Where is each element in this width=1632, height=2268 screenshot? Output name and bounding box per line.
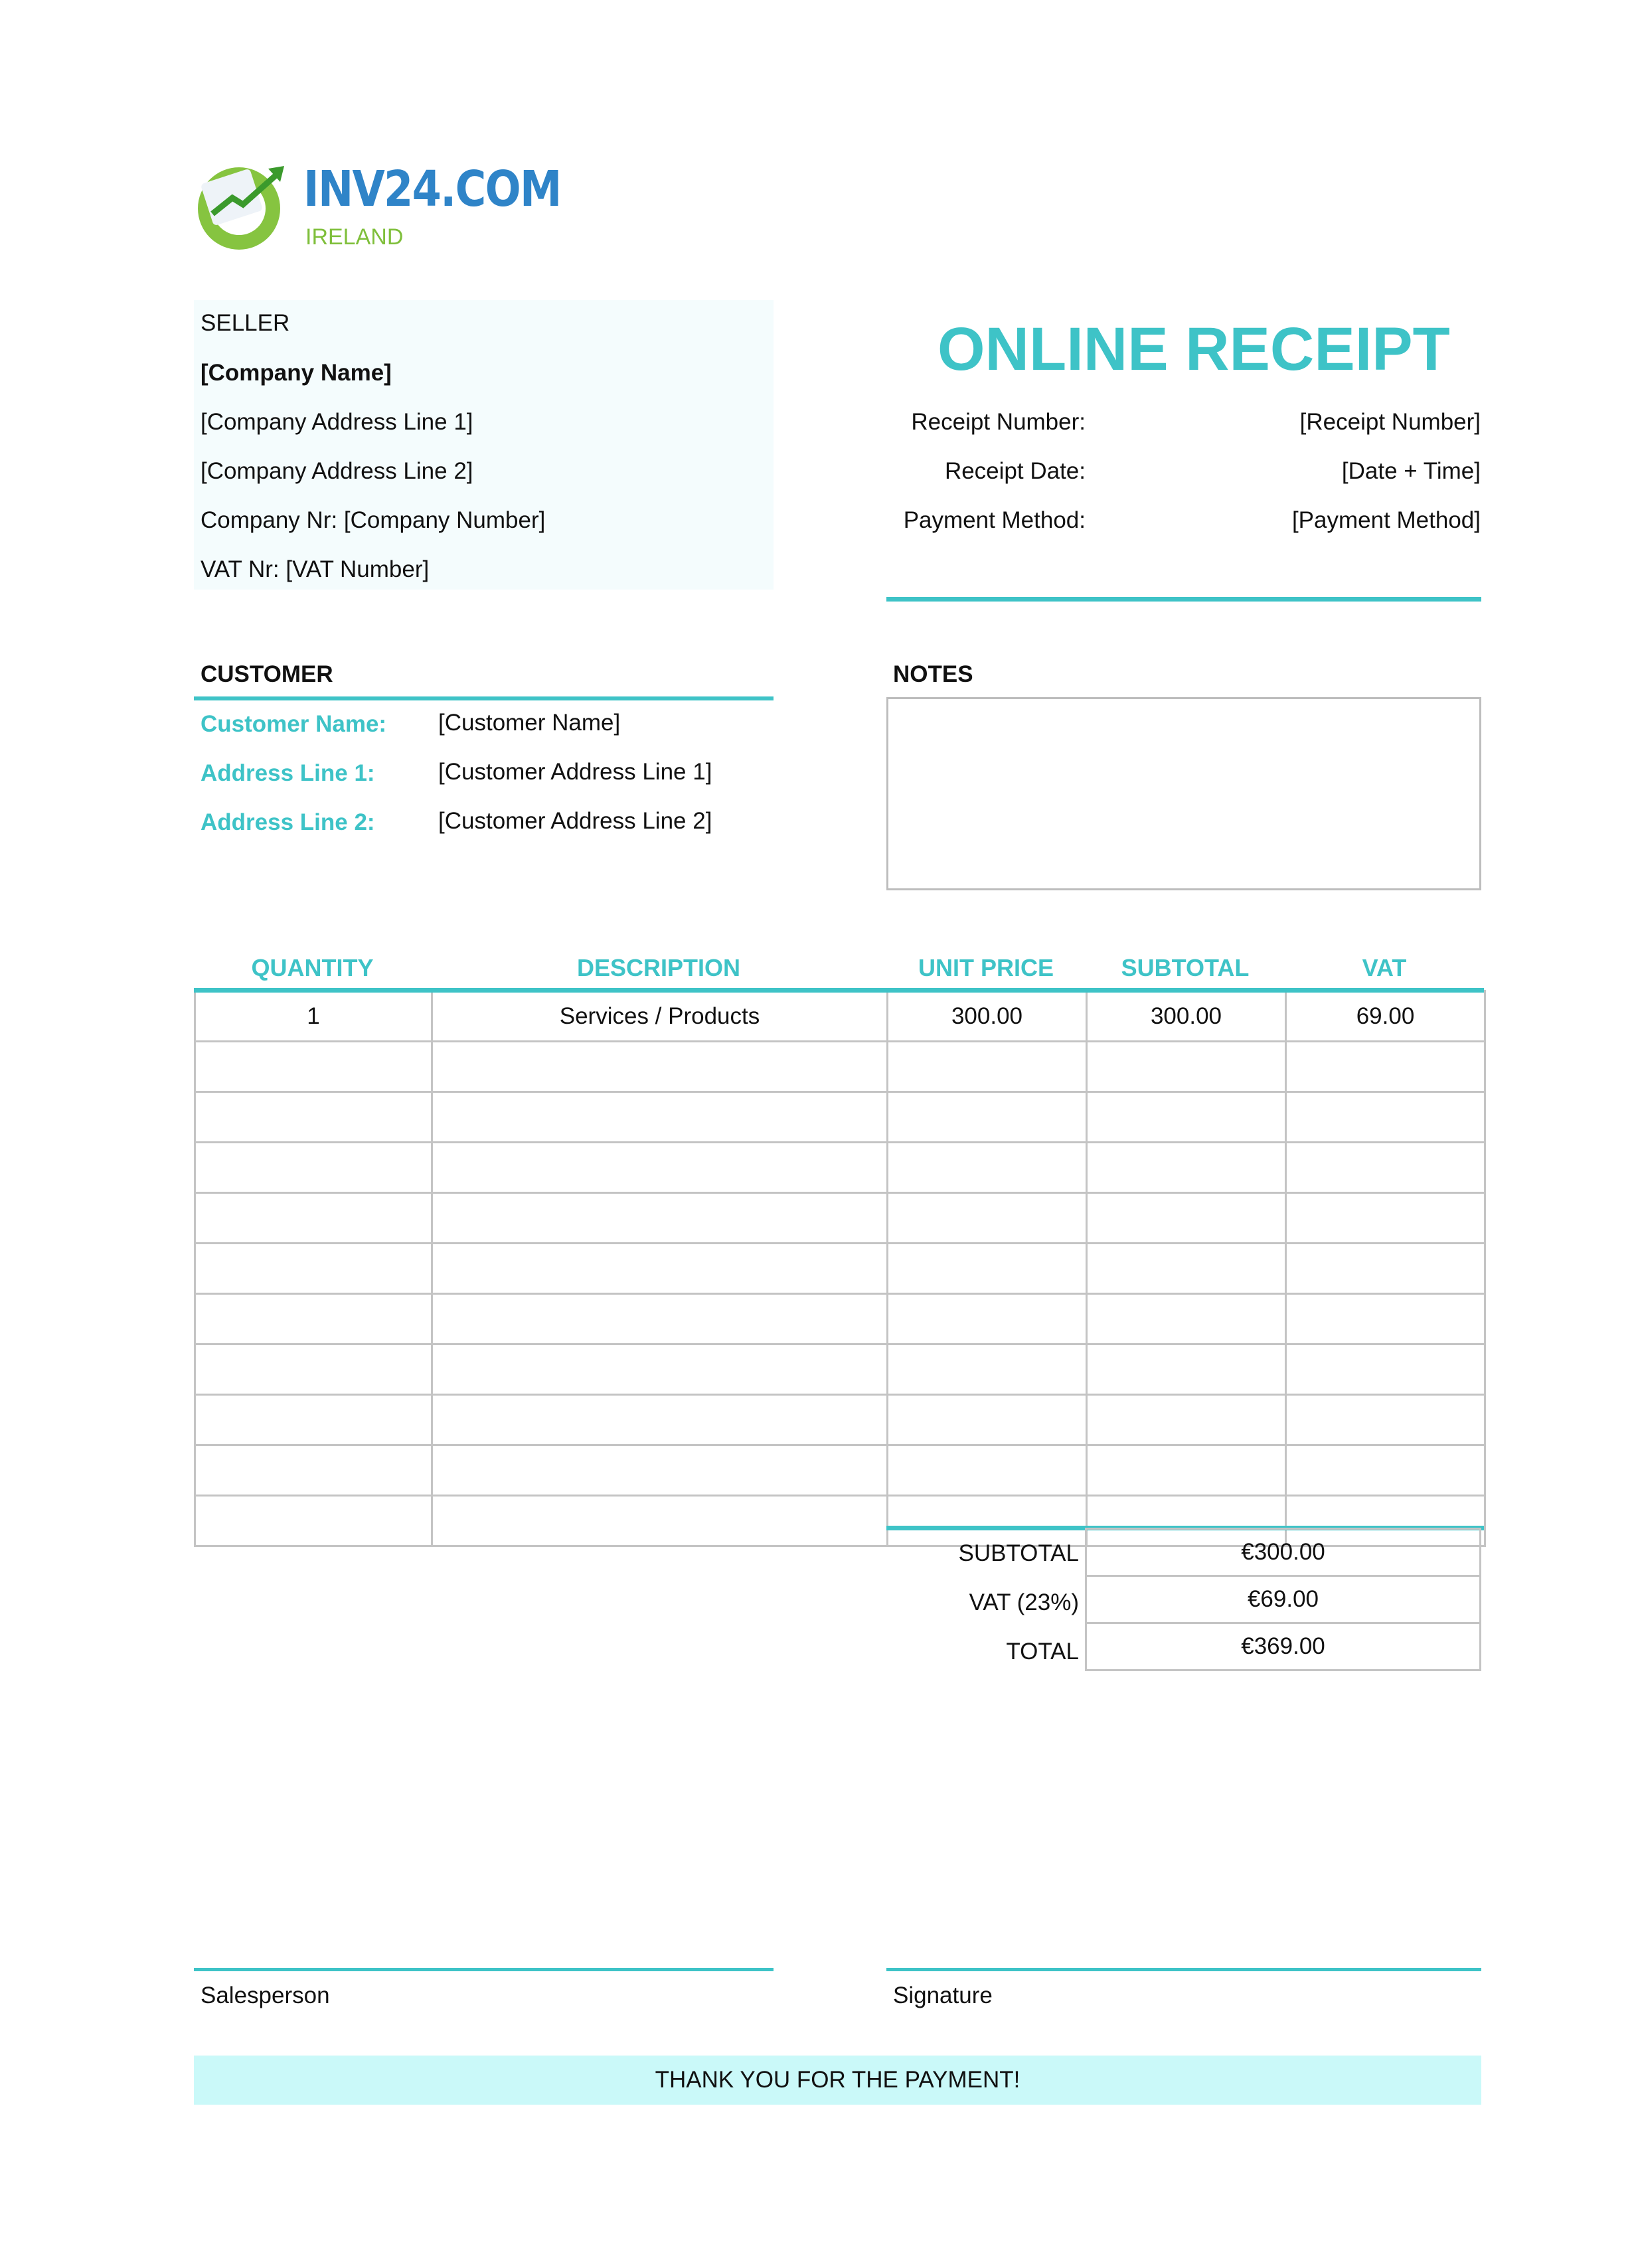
table-row [195,991,1485,1042]
cell-unit-price[interactable] [888,1395,1087,1445]
company-logo [194,154,561,260]
cell-vat[interactable] [1286,1344,1485,1395]
signature-label: Signature [893,1983,993,2008]
col-header-unit-price: UNIT PRICE [918,954,1054,981]
subtotal-value: €300.00 [1085,1528,1481,1577]
logo-text: INV24.COM [303,161,561,218]
cell-vat[interactable] [1286,1395,1485,1445]
seller-vat-number: VAT Nr: [VAT Number] [201,556,430,582]
cell-unit-price[interactable] [888,1344,1087,1395]
customer-address2-value: [Customer Address Line 2] [438,808,712,834]
cell-subtotal[interactable] [1087,1092,1286,1143]
cell-vat[interactable] [1286,1445,1485,1496]
table-row [195,1193,1485,1244]
cell-quantity[interactable] [195,1294,432,1344]
payment-method-value: [Payment Method] [1291,507,1481,533]
vat-total-label: VAT (23%) [969,1589,1079,1615]
salesperson-label: Salesperson [201,1983,330,2008]
notes-box[interactable] [886,697,1481,890]
cell-subtotal[interactable]: 300.00 [1087,991,1286,1042]
customer-address2-label: Address Line 2: [201,809,375,835]
cell-vat[interactable] [1286,1193,1485,1244]
cell-unit-price[interactable] [888,1244,1087,1294]
table-row [195,1294,1485,1344]
cell-unit-price[interactable] [888,1193,1087,1244]
cell-vat[interactable]: 69.00 [1286,991,1485,1042]
cell-description[interactable]: Services / Products [432,991,888,1042]
cell-vat[interactable] [1286,1092,1485,1143]
cell-description[interactable] [432,1294,888,1344]
table-row [195,1344,1485,1395]
table-row [195,1042,1485,1092]
receipt-date-value: [Date + Time] [1341,458,1481,484]
cell-quantity[interactable]: 1 [195,991,432,1042]
cell-vat[interactable] [1286,1244,1485,1294]
cell-subtotal[interactable] [1087,1193,1286,1244]
cell-quantity[interactable] [195,1496,432,1546]
cell-vat[interactable] [1286,1042,1485,1092]
cell-description[interactable] [432,1193,888,1244]
customer-name-value: [Customer Name] [438,710,621,736]
col-header-quantity: QUANTITY [251,954,374,981]
cell-unit-price[interactable] [888,1092,1087,1143]
subtotal-label: SUBTOTAL [958,1540,1079,1566]
receipt-title: ONLINE RECEIPT [938,315,1450,383]
cell-vat[interactable] [1286,1294,1485,1344]
grand-total-label: TOTAL [1006,1639,1079,1664]
cell-unit-price[interactable] [888,1042,1087,1092]
table-row [195,1092,1485,1143]
cell-description[interactable] [432,1042,888,1092]
payment-method-label: Payment Method: [903,507,1086,533]
cell-quantity[interactable] [195,1042,432,1092]
items-table [194,990,1486,1547]
receipt-date-label: Receipt Date: [944,458,1086,484]
table-row [195,1143,1485,1193]
cell-description[interactable] [432,1445,888,1496]
seller-panel [194,300,774,590]
col-header-vat: VAT [1362,954,1407,981]
col-header-subtotal: SUBTOTAL [1121,954,1250,981]
cell-description[interactable] [432,1092,888,1143]
cell-subtotal[interactable] [1087,1042,1286,1092]
cell-description[interactable] [432,1395,888,1445]
cell-quantity[interactable] [195,1445,432,1496]
cell-subtotal[interactable] [1087,1143,1286,1193]
table-row [195,1244,1485,1294]
table-row [195,1395,1485,1445]
col-header-description: DESCRIPTION [576,954,741,981]
seller-heading: SELLER [201,310,290,336]
salesperson-line [194,1968,774,1971]
cell-quantity[interactable] [195,1344,432,1395]
cell-quantity[interactable] [195,1143,432,1193]
cell-vat[interactable] [1286,1143,1485,1193]
vat-total-value: €69.00 [1085,1575,1481,1624]
seller-company-name: [Company Name] [201,360,392,386]
cell-unit-price[interactable] [888,1143,1087,1193]
customer-address1-value: [Customer Address Line 1] [438,759,712,785]
cell-subtotal[interactable] [1087,1294,1286,1344]
seller-company-number: Company Nr: [Company Number] [201,507,546,533]
table-row [195,1445,1485,1496]
cell-unit-price[interactable]: 300.00 [888,991,1087,1042]
customer-heading: CUSTOMER [201,661,333,687]
receipt-number-value: [Receipt Number] [1299,409,1481,435]
cell-subtotal[interactable] [1087,1244,1286,1294]
cell-unit-price[interactable] [888,1294,1087,1344]
seller-address-line-1: [Company Address Line 1] [201,409,473,435]
cell-subtotal[interactable] [1087,1344,1286,1395]
receipt-divider [886,597,1481,602]
cell-quantity[interactable] [195,1244,432,1294]
signature-line [886,1968,1481,1971]
table-header-divider [194,988,1484,993]
cell-description[interactable] [432,1496,888,1546]
cell-quantity[interactable] [195,1395,432,1445]
cell-unit-price[interactable] [888,1496,1087,1546]
thank-you-banner: THANK YOU FOR THE PAYMENT! [194,2056,1481,2105]
cell-quantity[interactable] [195,1092,432,1143]
customer-divider [194,696,774,700]
notes-heading: NOTES [893,661,973,687]
receipt-number-label: Receipt Number: [911,409,1086,435]
cell-unit-price[interactable] [888,1445,1087,1496]
cell-quantity[interactable] [195,1193,432,1244]
customer-address1-label: Address Line 1: [201,760,375,786]
logo-icon [194,159,293,252]
seller-address-line-2: [Company Address Line 2] [201,458,473,484]
cell-description[interactable] [432,1143,888,1193]
customer-name-label: Customer Name: [201,711,387,737]
cell-subtotal[interactable] [1087,1395,1286,1445]
cell-description[interactable] [432,1344,888,1395]
logo-subtext: IRELAND [305,224,404,250]
grand-total-value: €369.00 [1085,1622,1481,1671]
cell-description[interactable] [432,1244,888,1294]
cell-subtotal[interactable] [1087,1445,1286,1496]
